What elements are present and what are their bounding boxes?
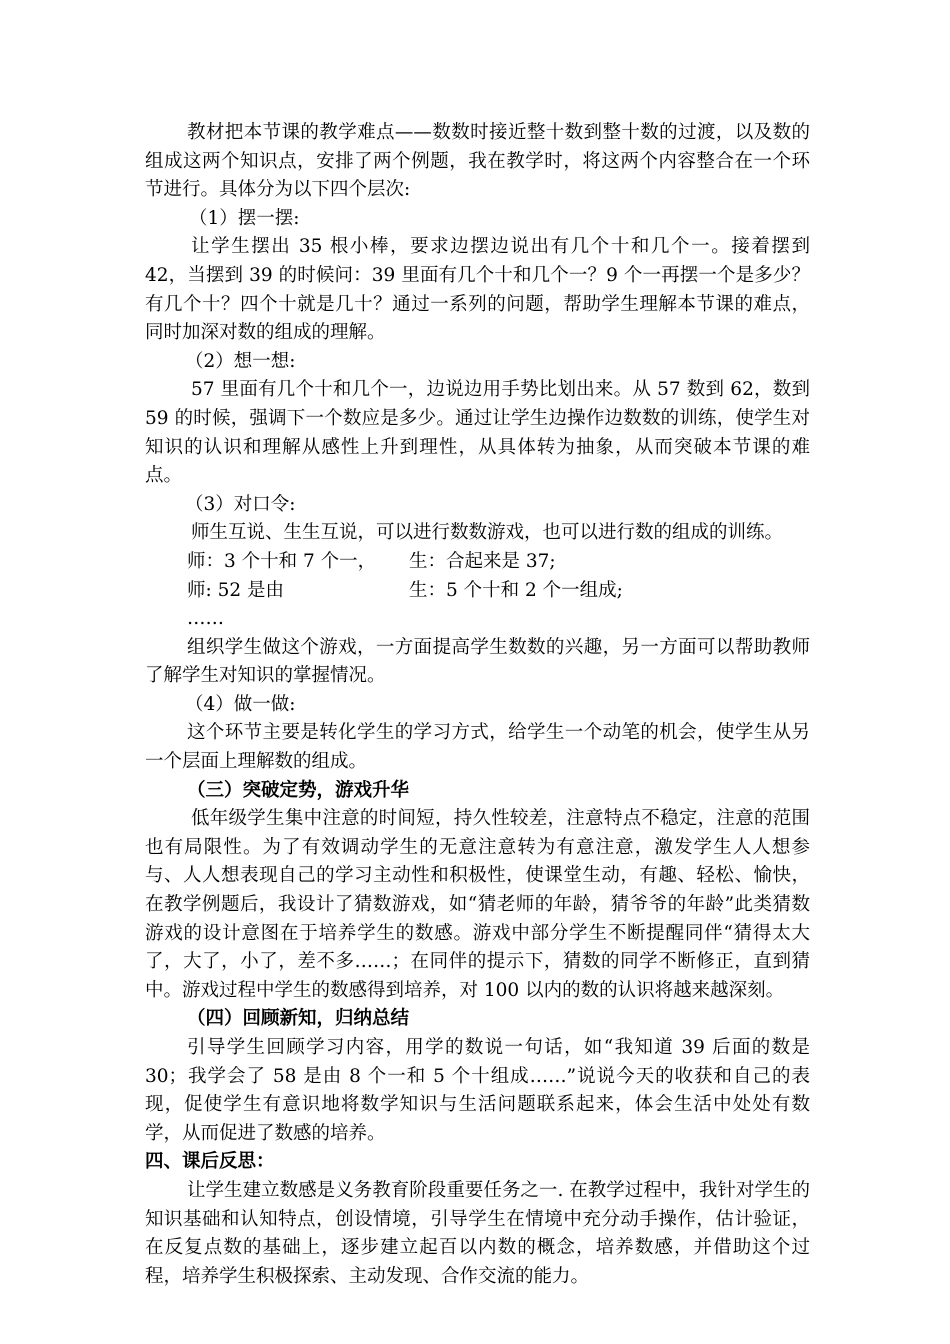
step1-title: （1）摆一摆: — [189, 207, 300, 229]
dialog-row — [145, 548, 810, 577]
step4-title: （4）做一做: — [185, 693, 296, 715]
section3-heading: （三）突破定势，游戏升华 — [187, 779, 410, 801]
dialog-row — [145, 577, 810, 606]
step1-body: 让学生摆出 35 根小棒，要求边摆边说出有几个十和几个一。接着摆到 42，当摆到 39 的时候问：39 里面有几个十和几个一？9 个一再摆一个是多少？有几个十？四个十就是几十？通过一系列的问题，帮助学生理解本节课的难点，同时加深对数的组成的理解。 — [145, 236, 810, 344]
part4-body: 让学生建立数感是义务教育阶段重要任务之一. 在教学过程中，我针对学生的知识基础和认知特点，创设情境，引导学生在情境中充分动手操作，估计验证，在反复点数的基础上，逐步建立起百以内数的概念，培养数感，并借助这个过程，培养学生积极探索、主动发现、合作交流的能力。 — [145, 1179, 810, 1287]
dialog-student: 生：合起来是 37; — [409, 550, 556, 572]
dialog-ellipsis: …… — [187, 608, 224, 630]
section3-body: 低年级学生集中注意的时间短，持久性较差，注意特点不稳定，注意的范围也有局限性。为了有效调动学生的无意注意转为有意注意，激发学生人人想参与、人人想表现自己的学习主动性和积极性，使课堂生动，有趣、轻松、愉快，在教学例题后，我设计了猜数游戏，如“猜老师的年龄，猜爷爷的年龄”此类猜数游戏的设计意图在于培养学生的数感。游戏中部分学生不断提醒同伴“猜得太大了，大了，小了，差不多……；在同伴的提示下，猜数的同学不断修正，直到猜中。游戏过程中学生的数感得到培养，对 100 以内的数的认识将越来越深刻。 — [145, 808, 810, 1001]
step3-title: （3）对口令: — [185, 493, 296, 515]
dialog-teacher: 师：3 个十和 7 个一， — [187, 550, 377, 572]
step3-body: 师生互说、生生互说，可以进行数数游戏，也可以进行数的组成的训练。 — [191, 522, 784, 544]
document-page — [145, 119, 810, 1291]
section4-body: 引导学生回顾学习内容，用学的数说一句话，如“我知道 39 后面的数是 30；我学会了 58 是由 8 个一和 5 个十组成……”说说今天的收获和自己的表现，促使学生有意识地将数学知识与生活问题联系起来，体会生活中处处有数学，从而促进了数感的培养。 — [145, 1037, 810, 1144]
dialog-student: 生：5 个十和 2 个一组成; — [409, 579, 623, 601]
part4-heading: 四、课后反思： — [145, 1151, 275, 1173]
intro-paragraph: 教材把本节课的教学难点——数数时接近整十数到整十数的过渡，以及数的组成这两个知识点，安排了两个例题，我在教学时，将这两个内容整合在一个环节进行。具体分为以下四个层次: — [145, 122, 810, 201]
section4-heading: （四）回顾新知，归纳总结 — [187, 1008, 410, 1030]
dialog-teacher: 师: 52 是由 — [187, 579, 285, 601]
step3-summary: 组织学生做这个游戏，一方面提高学生数数的兴趣，另一方面可以帮助教师了解学生对知识的掌握情况。 — [145, 636, 810, 687]
step2-body: 57 里面有几个十和几个一，边说边用手势比划出来。从 57 数到 62，数到 59 的时候，强调下一个数应是多少。通过让学生边操作边数数的训练，使学生对知识的认识和理解从感性上升到理性，从具体转为抽象，从而突破本节课的难点。 — [145, 379, 810, 487]
step2-title: （2）想一想: — [185, 350, 296, 372]
step4-body: 这个环节主要是转化学生的学习方式，给学生一个动笔的机会，使学生从另一个层面上理解数的组成。 — [145, 722, 810, 773]
